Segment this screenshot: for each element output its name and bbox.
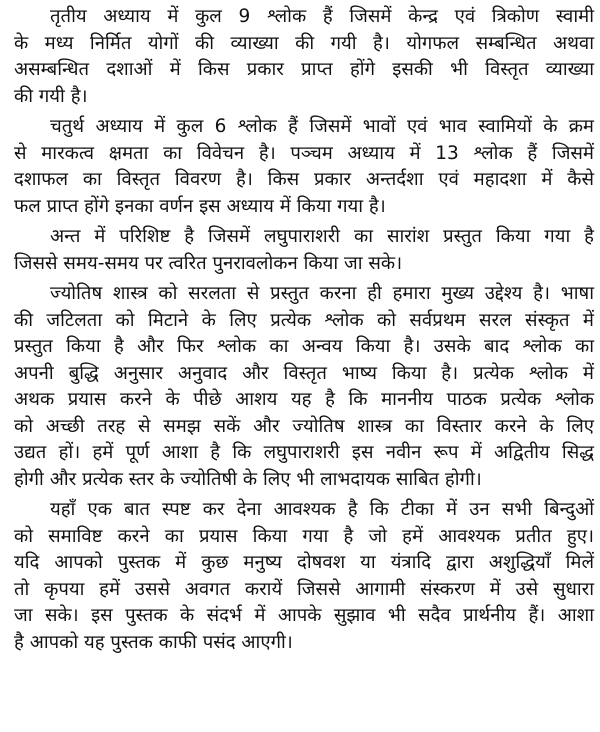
text-line: दशाफल का विस्तृत विवरण है। किस प्रकार अन्तर्दशा एवं महादशा में कैसे <box>14 169 594 190</box>
paragraph <box>14 281 594 493</box>
text-line: तो कृपया हमें उससे अवगत करायें जिससे आगामी संस्करण में उसे सुधारा <box>14 578 594 600</box>
text-line: को समाविष्ट करने का प्रयास किया गया है जो हमें आवश्यक प्रतीत हुए। <box>14 525 594 547</box>
text-line: की गयी है। <box>14 85 88 107</box>
text-line: से मारकत्व क्षमता का विवेचन है। पञ्चम अध्याय में 13 श्लोक हैं जिसमें <box>14 142 594 164</box>
text-line: ज्योतिष शास्त्र को सरलता से प्रस्तुत करना ही हमारा मुख्य उद्देश्य है। भाषा <box>50 283 594 304</box>
text-line: की जटिलता को मिटाने के लिए प्रत्येक श्लोक को सर्वप्रथम सरल संस्कृत में <box>14 309 594 331</box>
text-line: जा सके। इस पुस्तक के संदर्भ में आपके सुझाव भी सदैव प्रार्थनीय हैं। आशा <box>14 605 594 626</box>
paragraph <box>14 224 594 277</box>
text-line: को अच्छी तरह से समझ सकें और ज्योतिष शास्त्र का विस्तार करने के लिए <box>14 415 594 437</box>
text-line: असम्बन्धित दशाओं में किस प्रकार प्राप्त होंगे इसकी भी विस्तृत व्याख्या <box>14 59 594 80</box>
text-line: के मध्य निर्मित योगों की व्याख्या की गयी है। योगफल सम्बन्धित अथवा <box>14 32 594 54</box>
text-line: अन्त में परिशिष्ट है जिसमें लघुपाराशरी का सारांश प्रस्तुत किया गया है <box>50 226 594 247</box>
text-line: होगी और प्रत्येक स्तर के ज्योतिषी के लिए भी लाभदायक साबित होगी। <box>14 468 482 490</box>
text-line: फल प्राप्त होंगे इनका वर्णन इस अध्याय में किया गया है। <box>14 195 386 217</box>
paragraph <box>14 114 594 220</box>
text-line: चतुर्थ अध्याय में कुल 6 श्लोक हैं जिसमें भावों एवं भाव स्वामियों के क्रम <box>50 116 594 137</box>
text-line: अथक प्रयास करने के पीछे आशय यह है कि माननीय पाठक प्रत्येक श्लोक <box>14 389 594 410</box>
paragraph <box>14 497 594 656</box>
text-line: है आपको यह पुस्तक काफी पसंद आएगी। <box>14 631 293 653</box>
paragraph <box>14 4 594 110</box>
text-line: जिससे समय-समय पर त्वरित पुनरावलोकन किया जा सके। <box>14 252 403 274</box>
text-line: यदि आपको पुस्तक में कुछ मनुष्य दोषवश या यंत्रादि द्वारा अशुद्धियाँ मिलें <box>14 552 594 573</box>
text-line: उद्यत हों। हमें पूर्ण आशा है कि लघुपाराशरी इस नवीन रूप में अद्वितीय सिद्ध <box>14 442 594 463</box>
text-line: यहाँ एक बात स्पष्ट कर देना आवश्यक है कि टीका में उन सभी बिन्दुओं <box>50 499 594 520</box>
text-line: अपनी बुद्धि अनुसार अनुवाद और विस्तृत भाष्य किया है। प्रत्येक श्लोक में <box>14 362 594 384</box>
document-page <box>14 4 594 660</box>
text-line: तृतीय अध्याय में कुल 9 श्लोक हैं जिसमें केन्द्र एवं त्रिकोण स्वामी <box>50 6 594 27</box>
text-line: प्रस्तुत किया है और फिर श्लोक का अन्वय किया है। उसके बाद श्लोक का <box>14 336 594 357</box>
